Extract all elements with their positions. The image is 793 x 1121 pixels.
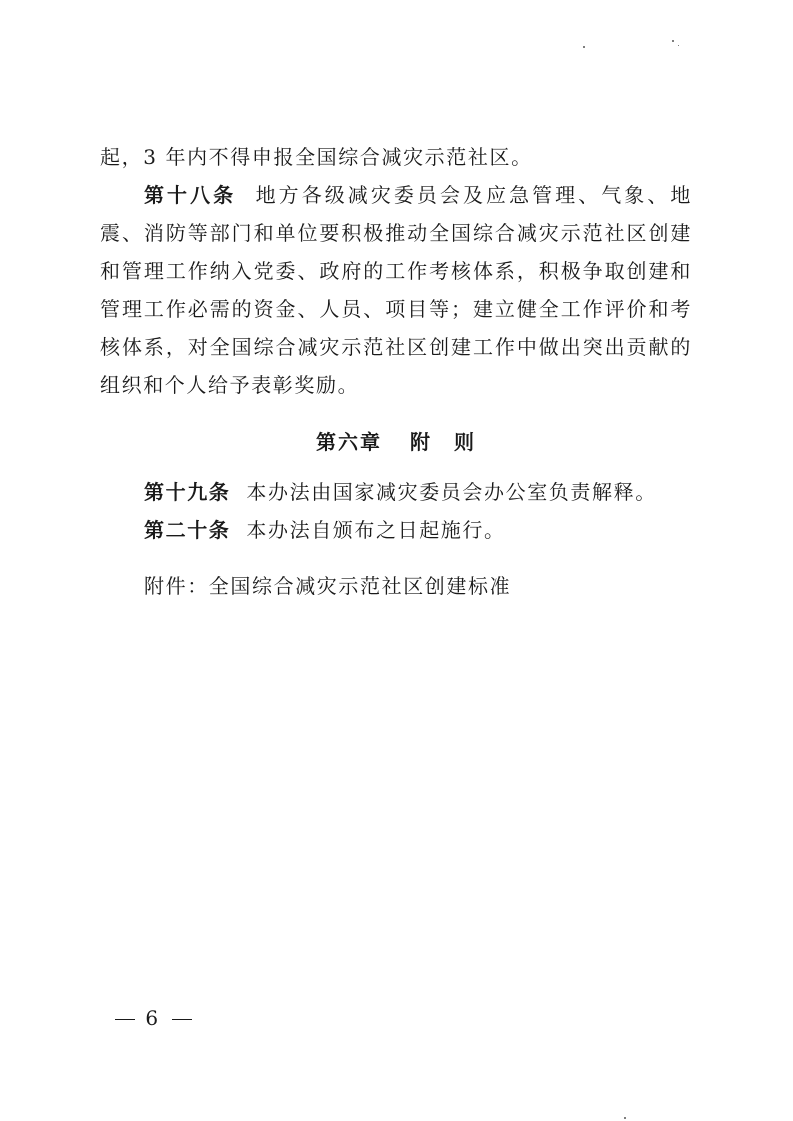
- chapter-title: 附 则: [410, 430, 476, 454]
- article-19-label: 第十九条: [144, 480, 231, 504]
- article-18-label: 第十八条: [144, 183, 237, 207]
- article-20-label: 第二十条: [144, 518, 231, 542]
- chapter-heading: [100, 426, 692, 455]
- footer-dash-right: [172, 1019, 192, 1020]
- scan-speck: [624, 1117, 626, 1119]
- article-18: [100, 176, 692, 404]
- article-19-text: 本办法由国家减灾委员会办公室负责解释。: [246, 480, 657, 504]
- scan-speck: [672, 40, 674, 42]
- article-19: [100, 473, 692, 511]
- scan-speck: [678, 45, 679, 46]
- article-18-text: 地方各级减灾委员会及应急管理、气象、地震、消防等部门和单位要积极推动全国综合减灾示范社区创建和管理工作纳入党委、政府的工作考核体系，积极争取创建和管理工作必需的资金、人员、项目等；建立健全工作评价和考核体系，对全国综合减灾示范社区创建工作中做出突出贡献的组织和个人给予表彰奖励。: [100, 183, 692, 397]
- chapter-number: 第六章: [316, 430, 382, 454]
- page-number: 6: [145, 1006, 163, 1030]
- footer-dash-left: [115, 1019, 135, 1020]
- article-20-text: 本办法自颁布之日起施行。: [246, 518, 506, 542]
- paragraph-continuation: 起，3 年内不得申报全国综合减灾示范社区。: [100, 145, 533, 169]
- article-20: [100, 511, 692, 549]
- document-body: [100, 138, 692, 605]
- scan-speck: [583, 46, 585, 48]
- page-footer: [115, 1006, 192, 1030]
- attachment-note: 附件：全国综合减灾示范社区创建标准: [144, 574, 512, 598]
